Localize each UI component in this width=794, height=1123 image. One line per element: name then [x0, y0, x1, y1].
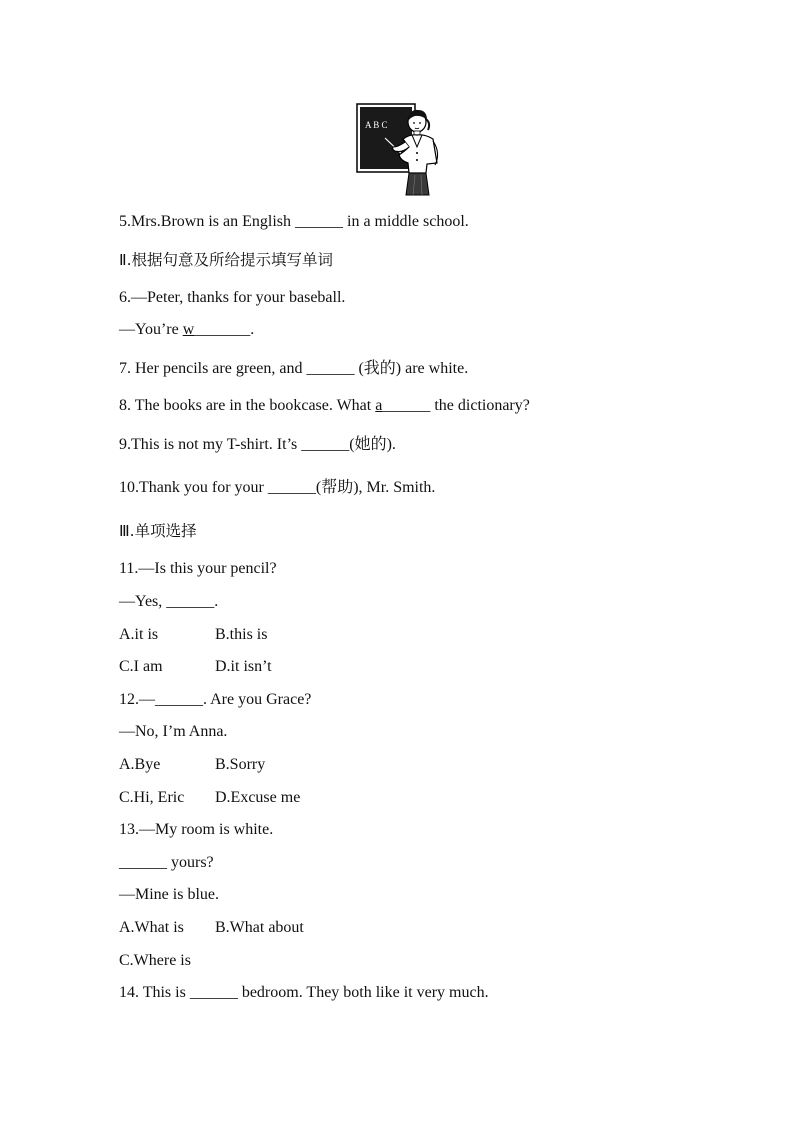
question-8: [119, 396, 530, 416]
question-6-line-1: 6.—Peter, thanks for your baseball.: [119, 289, 346, 306]
option-d: D.it isn’t: [215, 658, 272, 675]
question-14: 14. This is ______ bedroom. They both like it very much.: [119, 984, 489, 1001]
section-2-title: Ⅱ.根据句意及所给提示填写单词: [119, 251, 334, 269]
question-10: 10.Thank you for your ______(帮助), Mr. Smith.: [119, 479, 436, 496]
option-b: B.Sorry: [215, 756, 266, 773]
option-b: B.What about: [215, 919, 304, 936]
question-13-options-ab: [119, 918, 304, 938]
question-12-line-1: 12.—______. Are you Grace?: [119, 691, 312, 708]
question-12-options-cd: [119, 788, 301, 808]
option-a: A.Bye: [119, 756, 161, 773]
question-6-prefix: —You’re: [119, 321, 183, 338]
question-11-options-ab: [119, 625, 268, 645]
option-c: C.Where is: [119, 952, 191, 969]
question-6-hint-letter: w: [182, 321, 195, 338]
question-11-line-2: —Yes, ______.: [119, 593, 219, 610]
question-5: 5.Mrs.Brown is an English ______ in a middle school.: [119, 213, 469, 230]
question-13-line-2: ______ yours?: [119, 854, 214, 871]
option-d: D.Excuse me: [215, 789, 301, 806]
option-b: B.this is: [215, 626, 268, 643]
question-7: 7. Her pencils are green, and ______ (我的) are white.: [119, 360, 469, 377]
question-6-blank: _______.: [194, 321, 255, 338]
question-12-line-2: —No, I’m Anna.: [119, 723, 228, 740]
option-c: C.I am: [119, 658, 163, 675]
option-a: A.What is: [119, 919, 184, 936]
question-12-options-ab: [119, 755, 266, 775]
blackboard-text: A B C: [365, 120, 388, 130]
option-a: A.it is: [119, 626, 159, 643]
teacher-blackboard-illustration: [355, 103, 449, 196]
question-13-option-c: [119, 951, 191, 971]
option-c: C.Hi, Eric: [119, 789, 185, 806]
section-3-title: Ⅲ.单项选择: [119, 522, 197, 540]
question-8-prefix: 8. The books are in the bookcase. What: [119, 397, 376, 414]
question-8-hint-letter: a: [375, 397, 383, 414]
question-11-line-1: 11.—Is this your pencil?: [119, 560, 277, 577]
question-6-line-2: [119, 320, 254, 340]
question-9: 9.This is not my T-shirt. It’s ______(她的).: [119, 436, 396, 453]
question-13-line-3: —Mine is blue.: [119, 886, 219, 903]
question-8-suffix: ______ the dictionary?: [382, 397, 530, 414]
question-13-line-1: 13.—My room is white.: [119, 821, 274, 838]
question-11-options-cd: [119, 657, 272, 677]
